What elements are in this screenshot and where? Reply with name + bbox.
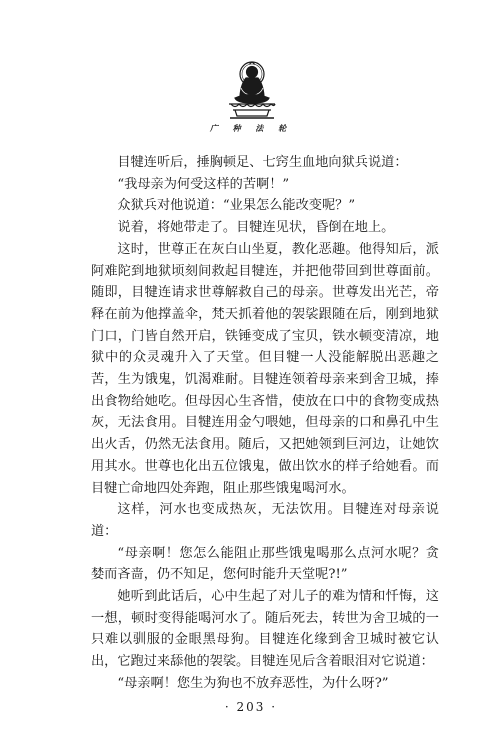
paragraph: 说着，将她带走了。目犍连见状，昏倒在地上。 <box>117 220 395 236</box>
paragraph: “母亲啊！您怎么能阻止那些饿鬼喝那么点河水呢？贪婪而吝啬，仍不知足，您何时能升天堂呢?!” <box>91 545 439 583</box>
seated-buddha-icon <box>219 58 285 120</box>
paragraph: 目犍连听后，捶胸顿足、七窍生血地向狱兵说道： <box>117 155 408 170</box>
paragraph: 她听到此话后，心中生起了对儿子的难为情和忏悔，这一想，顿时变得能喝河水了。随后死去，转世为舍卫城的一只难以驯服的金眼黑母狗。目犍连化缘到舍卫城时被它认出，它跑过来舔他的袈裟。目犍连见后含着眼泪对它说道： <box>91 589 439 670</box>
page-number: · 203 · <box>224 700 278 714</box>
paragraph: 这样，河水也变成热灰，无法饮用。目犍连对母亲说道： <box>91 502 439 539</box>
text-body <box>91 152 439 695</box>
paragraph: “我母亲为何受这样的苦啊！” <box>117 176 290 192</box>
paragraph: 众狱兵对他说道：“业果怎么能改变呢？” <box>117 198 356 214</box>
series-title: 广 种 法 轮 <box>209 123 293 133</box>
paragraph: 这时，世尊正在灰白山坐夏，教化恶趣。他得知后，派阿难陀到地狱顷刻间救起目犍连，并把他带回到世尊面前。随即，目犍连请求世尊解救自己的母亲。世尊发出光芒，帝释在前为他撑盖伞，梵天抓着他的袈裟跟随在后，刚到地狱门口，门皆自然开启，铁锤变成了宝贝，铁水顿变清凉，地狱中的众灵魂升入了天堂。但目犍一人没能解脱出恶趣之苦，生为饿鬼，饥渴难耐。目犍连领着母亲来到舍卫城，捧出食物给她吃。但母因心生吝惜，使放在口中的食物变成热灰，无法食用。目犍连用金勺喂她，但母亲的口和鼻孔中生出火舌，仍然无法食用。随后，又把她领到巨河边，让她饮用其水。世尊也化出五位饿鬼，做出饮水的样子给她看。而目犍亡命地四处奔跑，阻止那些饿鬼喝河水。 <box>91 241 439 496</box>
paragraph: “母亲啊！您生为狗也不放弃恶性，为什么呀?” <box>117 675 389 691</box>
